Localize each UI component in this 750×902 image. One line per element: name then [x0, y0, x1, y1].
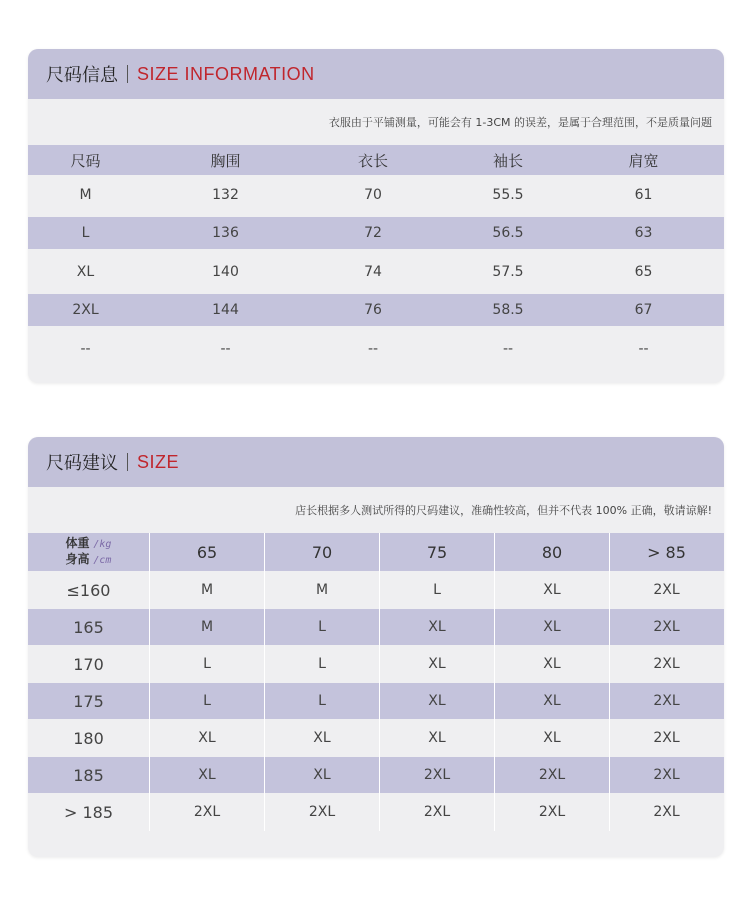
weight-unit: /kg: [93, 539, 112, 550]
chest-cell: --: [220, 340, 231, 357]
size-information-title-cn: 尺码信息: [46, 65, 118, 86]
shoulder-cell: 63: [634, 225, 653, 241]
table-row: [28, 645, 724, 683]
height-cell: 170: [73, 654, 104, 674]
length-cell: --: [367, 340, 379, 357]
measurement-note: 衣服由于平铺测量，可能会有 1-3CM 的误差，是属于合理范围，不是质量问题: [328, 116, 712, 129]
size-cell: M: [79, 186, 92, 203]
size-cell: 2XL: [609, 645, 723, 683]
size-information-header: [28, 49, 724, 99]
size-cell: M: [264, 571, 379, 609]
title-divider: [127, 453, 128, 471]
weight-height-corner: [28, 533, 149, 571]
weight-label: 体重: [65, 536, 90, 550]
height-cell: 165: [73, 617, 104, 637]
header-shoulder: 肩宽: [628, 151, 659, 170]
sleeve-cell: 56.5: [492, 225, 524, 241]
size-cell: L: [149, 645, 264, 683]
sleeve-cell: 58.5: [492, 302, 524, 318]
size-cell: 2XL: [149, 793, 264, 831]
size-cell: L: [264, 609, 379, 645]
header-size: 尺码: [70, 151, 101, 170]
size-cell: --: [80, 340, 91, 357]
advice-note: 店长根据多人测试所得的尺码建议，准确性较高，但并不代表 100% 正确，敬请谅解!: [295, 504, 712, 517]
weight-header: 80: [494, 533, 609, 571]
length-cell: 70: [364, 186, 382, 203]
height-unit: /cm: [93, 555, 112, 566]
chest-cell: 136: [212, 225, 239, 241]
size-advice-panel: [28, 437, 724, 857]
size-cell: L: [264, 683, 379, 719]
length-cell: 72: [364, 225, 382, 241]
size-cell: XL: [379, 645, 494, 683]
sleeve-cell: 55.5: [492, 186, 524, 203]
size-cell: XL: [379, 609, 494, 645]
size-cell: XL: [494, 609, 609, 645]
weight-header: > 85: [609, 533, 723, 571]
size-cell: XL: [76, 263, 95, 280]
size-cell: XL: [494, 683, 609, 719]
size-cell: L: [149, 683, 264, 719]
table-row: [28, 217, 724, 249]
shoulder-cell: 67: [634, 302, 653, 318]
size-cell: XL: [264, 719, 379, 757]
height-cell: 185: [73, 765, 104, 785]
table-row: [28, 252, 724, 291]
size-table-header-row: [28, 145, 724, 175]
size-cell: 2XL: [494, 757, 609, 793]
chest-cell: 132: [212, 186, 239, 203]
size-cell: M: [149, 571, 264, 609]
table-row: [28, 719, 724, 757]
table-row: [28, 329, 724, 368]
sleeve-cell: --: [502, 340, 514, 357]
size-cell: 2XL: [609, 571, 723, 609]
size-cell: XL: [149, 757, 264, 793]
size-information-title-en: SIZE INFORMATION: [137, 63, 315, 84]
size-cell: 2XL: [609, 793, 723, 831]
weight-header: 75: [379, 533, 494, 571]
size-cell: XL: [494, 719, 609, 757]
length-cell: 76: [364, 302, 382, 318]
table-row: [28, 757, 724, 793]
length-cell: 74: [364, 263, 382, 280]
header-length: 衣长: [357, 151, 388, 170]
size-cell: XL: [494, 645, 609, 683]
height-cell: 180: [73, 728, 104, 748]
size-cell: L: [81, 225, 90, 241]
size-cell: 2XL: [609, 719, 723, 757]
size-cell: L: [379, 571, 494, 609]
title-divider: [127, 65, 128, 83]
chest-cell: 144: [212, 302, 239, 318]
size-cell: XL: [494, 571, 609, 609]
size-cell: 2XL: [264, 793, 379, 831]
size-cell: 2XL: [72, 302, 99, 318]
size-information-panel: [28, 49, 724, 383]
table-row: [28, 571, 724, 609]
size-cell: 2XL: [609, 683, 723, 719]
table-row: [28, 683, 724, 719]
height-cell: 175: [73, 691, 104, 711]
size-cell: 2XL: [609, 609, 723, 645]
table-row: [28, 793, 724, 831]
size-cell: XL: [149, 719, 264, 757]
sleeve-cell: 57.5: [492, 263, 524, 280]
size-cell: XL: [379, 719, 494, 757]
shoulder-cell: --: [638, 340, 649, 357]
height-label: 身高: [65, 552, 90, 566]
size-cell: L: [264, 645, 379, 683]
size-cell: XL: [264, 757, 379, 793]
advice-table-header-row: [28, 533, 724, 571]
size-advice-title-en: SIZE: [137, 451, 180, 472]
table-row: [28, 294, 724, 326]
height-cell: > 185: [63, 802, 114, 822]
size-cell: M: [149, 609, 264, 645]
weight-header: 65: [149, 533, 264, 571]
header-sleeve: 袖长: [492, 151, 523, 170]
height-cell: ≤160: [66, 580, 111, 600]
size-cell: 2XL: [494, 793, 609, 831]
table-row: [28, 609, 724, 645]
weight-header: 70: [264, 533, 379, 571]
size-advice-title-cn: 尺码建议: [46, 453, 118, 474]
chest-cell: 140: [212, 263, 239, 280]
size-cell: XL: [379, 683, 494, 719]
size-cell: 2XL: [379, 793, 494, 831]
shoulder-cell: 65: [634, 263, 653, 280]
table-row: [28, 175, 724, 214]
shoulder-cell: 61: [634, 186, 653, 203]
size-advice-header: [28, 437, 724, 487]
size-cell: 2XL: [379, 757, 494, 793]
header-chest: 胸围: [210, 151, 241, 170]
size-cell: 2XL: [609, 757, 723, 793]
